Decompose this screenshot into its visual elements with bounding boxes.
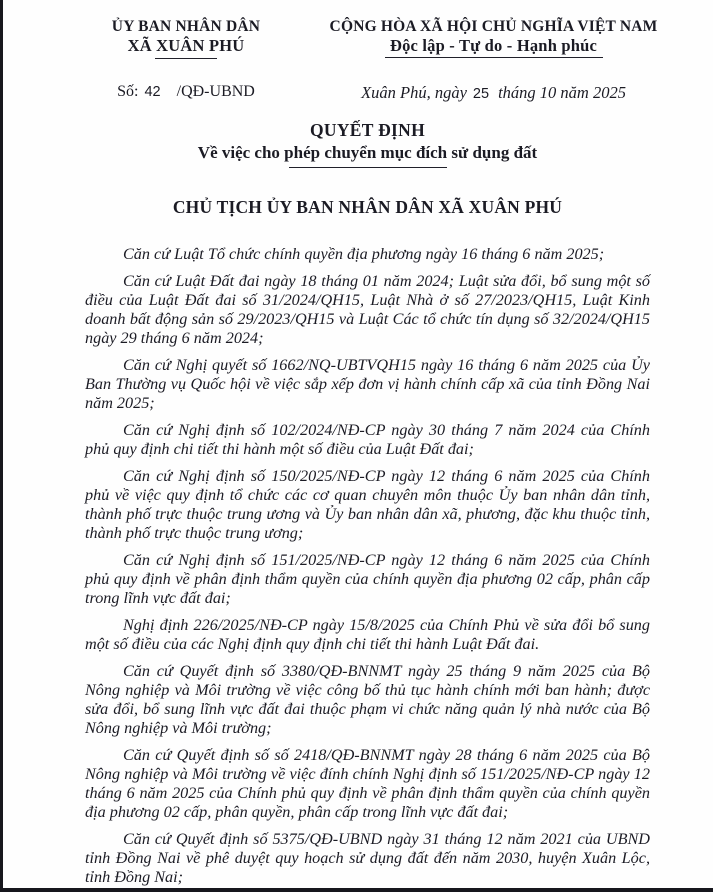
- document-number-line: [50, 83, 322, 103]
- legal-basis-1: Căn cứ Luật Tổ chức chính quyền địa phương ngày 16 tháng 6 năm 2025;: [123, 245, 605, 263]
- legal-basis-6: Căn cứ Nghị định số 151/2025/NĐ-CP ngày 12 tháng 6 năm 2025 của Chính phủ quy định về phân định thẩm quyền của chính quyền địa phương 02 cấp, phân cấp trong lĩnh vực đất đai;: [85, 551, 650, 607]
- document-number-label: Số:: [117, 83, 139, 100]
- legal-basis-3: Căn cứ Nghị quyết số 1662/NQ-UBTVQH15 ngày 16 tháng 6 năm 2025 của Ủy Ban Thường vụ Quốc hội về việc sắp xếp đơn vị hành chính cấp xã của tỉnh Đồng Nai năm 2025;: [85, 356, 650, 412]
- document-number-value: 42: [144, 84, 161, 100]
- document-title: QUYẾT ĐỊNH: [310, 120, 425, 140]
- national-title: CỘNG HÒA XÃ HỘI CHỦ NGHĨA VIỆT NAM: [329, 18, 658, 35]
- legal-basis-section: [85, 245, 650, 887]
- place-date-suffix: tháng 10 năm 2025: [498, 83, 626, 102]
- legal-basis-5: Căn cứ Nghị định số 150/2025/NĐ-CP ngày 12 tháng 6 năm 2025 của Chính phủ về việc quy định tổ chức các cơ quan chuyên môn thuộc Ủy ban nhân dân tỉnh, thành phố trực thuộc trung ương và Ủy ban nhân dân xã, phương, đặc khu thuộc tỉnh, thành phố trực thuộc trung ương;: [85, 467, 650, 542]
- underline-rule-title: [289, 167, 447, 168]
- date-day-value: 25: [472, 86, 490, 102]
- document-number-suffix: /QĐ-UBND: [176, 83, 255, 100]
- issuing-authority-line2: XÃ XUÂN PHÚ: [127, 36, 245, 55]
- scan-edge-bottom: [0, 888, 713, 892]
- place-date-line: [322, 83, 713, 103]
- document-meta-row: [0, 83, 713, 103]
- scan-edge-left: [0, 0, 3, 892]
- legal-basis-8: Căn cứ Quyết định số 3380/QĐ-BNNMT ngày 25 tháng 9 năm 2025 của Bộ Nông nghiệp và Môi trường về việc công bố thủ tục hành chính mới ban hành; được sửa đổi, bổ sung lĩnh vực đất đai thuộc phạm vi chức năng quản lý nhà nước của Bộ Nông nghiệp và Môi trường;: [85, 662, 650, 737]
- legal-basis-9: Căn cứ Quyết định số số 2418/QĐ-BNNMT ngày 28 tháng 6 năm 2025 của Bộ Nông nghiệp và Môi trường về việc đính chính Nghị định số 151/2025/NĐ-CP ngày 12 tháng 6 năm 2025 của Chính phủ quy định về phân định thẩm quyền của chính quyền địa phương 02 cấp, phân quyền, phân cấp trong lĩnh vực đất đai;: [85, 746, 650, 821]
- deciding-authority-line: CHỦ TỊCH ỦY BAN NHÂN DÂN XÃ XUÂN PHÚ: [172, 197, 563, 217]
- legal-basis-2: Căn cứ Luật Đất đai ngày 18 tháng 01 năm 2024; Luật sửa đổi, bổ sung một số điều của Luật Đất đai số 31/2024/QH15, Luật Nhà ở số 27/2023/QH15, Luật Kinh doanh bất động sản số 29/2023/QH15 và Luật Các tổ chức tín dụng số 32/2024/QH15 ngày 29 tháng 6 năm 2024;: [85, 272, 650, 347]
- document-subtitle: Về việc cho phép chuyển mục đích sử dụng đất: [197, 143, 538, 162]
- place-date-prefix: Xuân Phú, ngày: [361, 83, 467, 102]
- underline-rule-org: [155, 58, 217, 59]
- legal-basis-4: Căn cứ Nghị định số 102/2024/NĐ-CP ngày 30 tháng 7 năm 2024 của Chính phủ quy định chi tiết thi hành một số điều của Luật Đất đai;: [85, 421, 650, 458]
- legal-basis-10: Căn cứ Quyết định số 5375/QĐ-UBND ngày 31 tháng 12 năm 2021 của UBND tỉnh Đồng Nai về phê duyệt quy hoạch sử dụng đất đến năm 2030, huyện Xuân Lộc, tỉnh Đồng Nai;: [85, 830, 650, 886]
- national-motto: Độc lập - Tự do - Hạnh phúc: [389, 36, 598, 55]
- legal-basis-7: Nghị định 226/2025/NĐ-CP ngày 15/8/2025 của Chính Phủ về sửa đổi bổ sung một số điều của các Nghị định quy định chi tiết thi hành Luật Đất đai.: [85, 616, 650, 653]
- document-title-block: [85, 120, 650, 168]
- document-content: [0, 120, 713, 887]
- issuing-authority-block: [50, 17, 322, 59]
- underline-rule-motto: [385, 57, 603, 58]
- national-header-block: [322, 17, 713, 59]
- document-header: [0, 0, 713, 59]
- issuing-authority-line1: ỦY BAN NHÂN DÂN: [111, 18, 261, 35]
